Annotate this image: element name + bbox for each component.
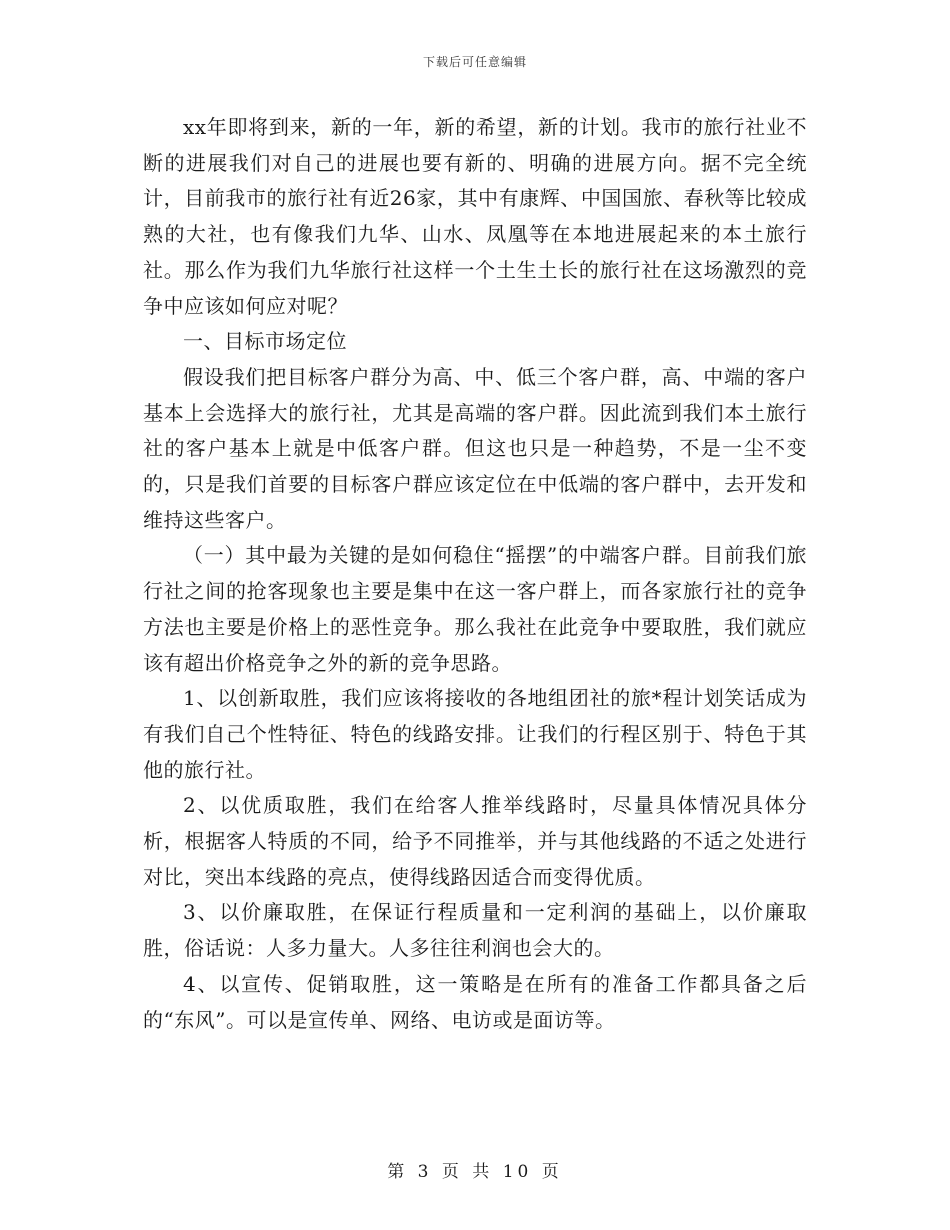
page-number-footer: 第 3 页 共 10 页 [387,1162,563,1182]
section-heading-target-market: 一、目标市场定位 [183,329,347,354]
paragraph-point-4-promotion: 4、以宣传、促销取胜，这一策略是在所有的准备工作都具备之后的“东风”。可以是宣传单、网络、电访或是面访等。 [143,971,807,1032]
paragraph-point-1-innovation: 1、以创新取胜，我们应该将接收的各地组团社的旅*程计划笑话成为有我们自己个性特征、特色的线路安排。让我们的行程区别于、特色于其他的旅行社。 [143,686,807,782]
paragraph-mid-end-customers: （一）其中最为关键的是如何稳住“摇摆”的中端客户群。目前我们旅行社之间的抢客现象也主要是集中在这一客户群上，而各家旅行社的竞争方法也主要是价格上的恶性竞争。那么我社在此竞争中要取胜，我们就应该有超出价格竞争之外的新的竞争思路。 [143,543,807,675]
paragraph-point-3-price: 3、以价廉取胜，在保证行程质量和一定利润的基础上，以价廉取胜，俗话说：人多力量大。人多往往利润也会大的。 [143,900,807,961]
paragraph-customer-groups: 假设我们把目标客户群分为高、中、低三个客户群，高、中端的客户基本上会选择大的旅行社，尤其是高端的客户群。因此流到我们本土旅行社的客户基本上就是中低客户群。但这也只是一种趋势，不是一尘不变的，只是我们首要的目标客户群应该定位在中低端的客户群中，去开发和维持这些客户。 [143,364,807,532]
page-header: 下载后可任意编辑 [422,55,527,69]
paragraph-intro: xx年即将到来，新的一年，新的希望，新的计划。我市的旅行社业不断的进展我们对自己的进展也要有新的、明确的进展方向。据不完全统计，目前我市的旅行社有近26家，其中有康辉、中国国旅、春秋等比较成熟的大社，也有像我们九华、山水、凤凰等在本地进展起来的本土旅行社。那么作为我们九华旅行社这样一个土生土长的旅行社在这场激烈的竞争中应该如何应对呢？ [143,115,807,318]
paragraph-point-2-quality: 2、以优质取胜，我们在给客人推举线路时，尽量具体情况具体分析，根据客人特质的不同，给予不同推举，并与其他线路的不适之处进行对比，突出本线路的亮点，使得线路因适合而变得优质。 [143,793,807,889]
document-body [143,110,807,1038]
